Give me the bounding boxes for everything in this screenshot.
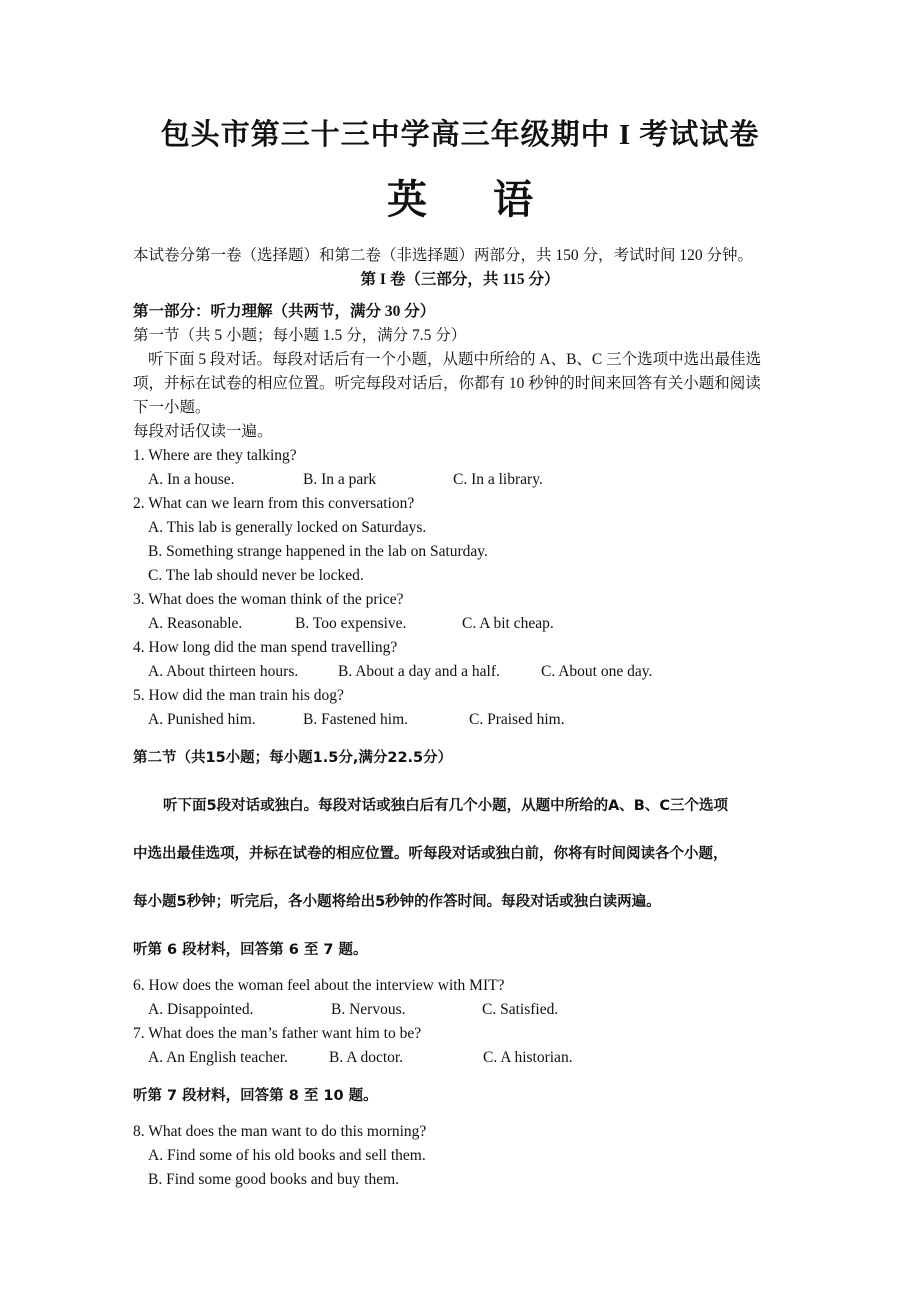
material-7-title: 听第 7 段材料，回答第 8 至 10 题。 (133, 1088, 378, 1104)
question-7: 7. What does the man’s father want him to be? (133, 1025, 422, 1042)
option-c: C. A bit cheap. (462, 615, 554, 632)
subject-title: 英 语 (387, 177, 561, 222)
option-b: B. Something strange happened in the lab on Saturday. (148, 543, 488, 560)
option-c: C. Satisfied. (482, 1001, 559, 1018)
option-c: C. About one day. (541, 663, 653, 680)
option-a: A. Punished him. (148, 711, 256, 728)
section1-instruction: 项，并标在试卷的相应位置。听完每段对话后，你都有 10 秒钟的时间来回答有关小题和阅读 (133, 375, 761, 392)
option-c: C. Praised him. (469, 711, 565, 728)
section1-instruction: 每段对话仅读一遍。 (133, 423, 273, 440)
option-b: B. Fastened him. (303, 711, 409, 728)
question-5: 5. How did the man train his dog? (133, 687, 344, 704)
option-c: C. A historian. (483, 1049, 573, 1066)
question-2: 2. What can we learn from this conversation? (133, 495, 415, 512)
question-1: 1. Where are they talking? (133, 447, 297, 464)
section2-instruction: 每小题5秒钟；听完后，各小题将给出5秒钟的作答时间。每段对话或独白读两遍。 (133, 894, 661, 910)
section1-instruction: 下一小题。 (133, 399, 211, 416)
section2-title: 第二节（共15小题；每小题1.5分,满分22.5分） (133, 750, 453, 766)
option-a: A. In a house. (148, 471, 235, 488)
option-b: B. About a day and a half. (338, 663, 500, 680)
option-b: B. A doctor. (329, 1049, 404, 1066)
option-b: B. Find some good books and buy them. (148, 1171, 400, 1188)
section2-instruction: 听下面5段对话或独白。每段对话或独白后有几个小题，从题中所给的A、B、C三个选项 (163, 798, 729, 814)
question-3: 3. What does the woman think of the price? (133, 591, 404, 608)
option-a: A. An English teacher. (148, 1049, 288, 1066)
option-b: B. In a park (303, 471, 377, 488)
question-4: 4. How long did the man spend travelling? (133, 639, 398, 656)
part1-title: 第一部分：听力理解（共两节，满分 30 分） (133, 303, 436, 320)
question-8: 8. What does the man want to do this morning? (133, 1123, 427, 1140)
option-a: A. About thirteen hours. (148, 663, 299, 680)
option-a: A. Disappointed. (148, 1001, 254, 1018)
option-a: A. Find some of his old books and sell them. (148, 1147, 426, 1164)
option-a: A. This lab is generally locked on Saturdays. (148, 519, 427, 536)
section1-instruction: 听下面 5 段对话。每段对话后有一个小题，从题中所给的 A、B、C 三个选项中选出最佳选 (148, 351, 762, 368)
section2-instruction: 中选出最佳选项，并标在试卷的相应位置。听每段对话或独白前，你将有时间阅读各个小题， (133, 846, 728, 862)
question-6: 6. How does the woman feel about the interview with MIT? (133, 977, 505, 994)
option-b: B. Nervous. (331, 1001, 406, 1018)
option-c: C. In a library. (453, 471, 543, 488)
material-6-title: 听第 6 段材料，回答第 6 至 7 题。 (133, 942, 368, 958)
option-c: C. The lab should never be locked. (148, 567, 364, 584)
option-b: B. Too expensive. (295, 615, 407, 632)
paper-info: 本试卷分第一卷（选择题）和第二卷（非选择题）两部分，共 150 分，考试时间 120 分钟。 (133, 247, 754, 264)
section1-title: 第一节（共 5 小题；每小题 1.5 分，满分 7.5 分） (133, 327, 467, 344)
exam-title: 包头市第三十三中学高三年级期中 I 考试试卷 (160, 119, 760, 151)
option-a: A. Reasonable. (148, 615, 243, 632)
volume-title: 第 I 卷（三部分，共 115 分） (360, 271, 560, 288)
